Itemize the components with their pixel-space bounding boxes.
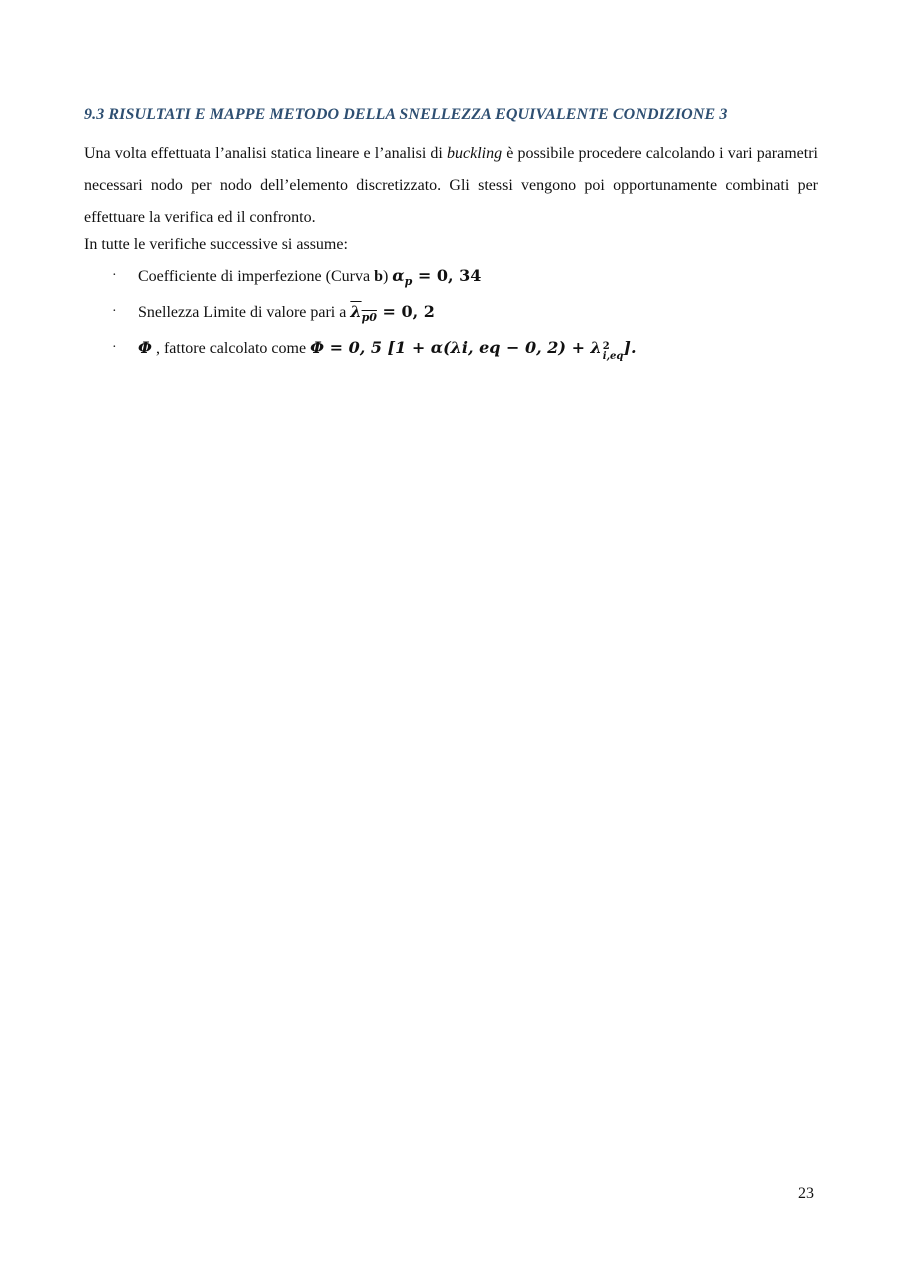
assumptions-list <box>84 263 818 371</box>
slenderness-label: Snellezza Limite di valore pari a <box>138 304 351 321</box>
paragraph-italic-term: buckling <box>447 145 503 162</box>
phi-formula-sub: i,eq <box>602 351 624 362</box>
lambda-overlined <box>350 302 377 324</box>
list-item <box>84 263 818 299</box>
bullet-dot: · <box>112 304 117 319</box>
page-number: 23 <box>798 1185 814 1202</box>
alpha-symbol: α <box>392 266 405 285</box>
phi-symbol: Φ <box>138 338 152 357</box>
phi-formula <box>310 338 637 362</box>
alpha-subscript: p <box>404 275 413 288</box>
list-item <box>84 299 818 335</box>
phi-formula-main: Φ = 0, 5 [1 + α(λi, eq − 0, 2) + λ <box>310 338 602 357</box>
body-paragraph <box>84 138 818 234</box>
paragraph-text-part1: Una volta effettuata l’analisi statica lineare e l’analisi di <box>84 145 447 162</box>
lambda-subscript: p0 <box>361 311 377 324</box>
lambda-formula <box>350 302 435 324</box>
imperfection-label: Coefficiente di imperfezione (Curva <box>138 268 375 285</box>
alpha-formula <box>392 266 482 288</box>
alpha-value: = 0, 34 <box>412 266 482 285</box>
list-item-text <box>138 335 637 362</box>
list-item-text <box>138 263 481 295</box>
phi-formula-sup: 2 <box>602 341 610 352</box>
phi-formula-end: ]. <box>623 338 637 357</box>
list-item-text <box>138 299 435 331</box>
section-heading: 9.3 RISULTATI E MAPPE METODO DELLA SNELLEZZA EQUIVALENTE CONDIZIONE 3 <box>84 106 728 123</box>
list-item <box>84 335 818 371</box>
phi-label: , fattore calcolato come <box>151 340 311 357</box>
paragraph-text-part2: è possibile procedere calcolando i vari parametri necessari nodo per nodo dell’elemento discretizzato. Gli stessi vengono poi opportunamente combinati per effettuare la verifica ed il confronto. <box>84 145 819 226</box>
curve-label: b <box>374 268 383 285</box>
imperfection-label-close: ) <box>382 268 393 285</box>
bullet-dot: · <box>112 340 117 355</box>
bullet-dot: · <box>112 268 117 283</box>
lambda-value: = 0, 2 <box>376 302 435 321</box>
phi-formula-indices <box>603 342 624 362</box>
lambda-symbol: λ <box>350 302 362 321</box>
assumptions-intro: In tutte le verifiche successive si assume: <box>84 236 348 253</box>
